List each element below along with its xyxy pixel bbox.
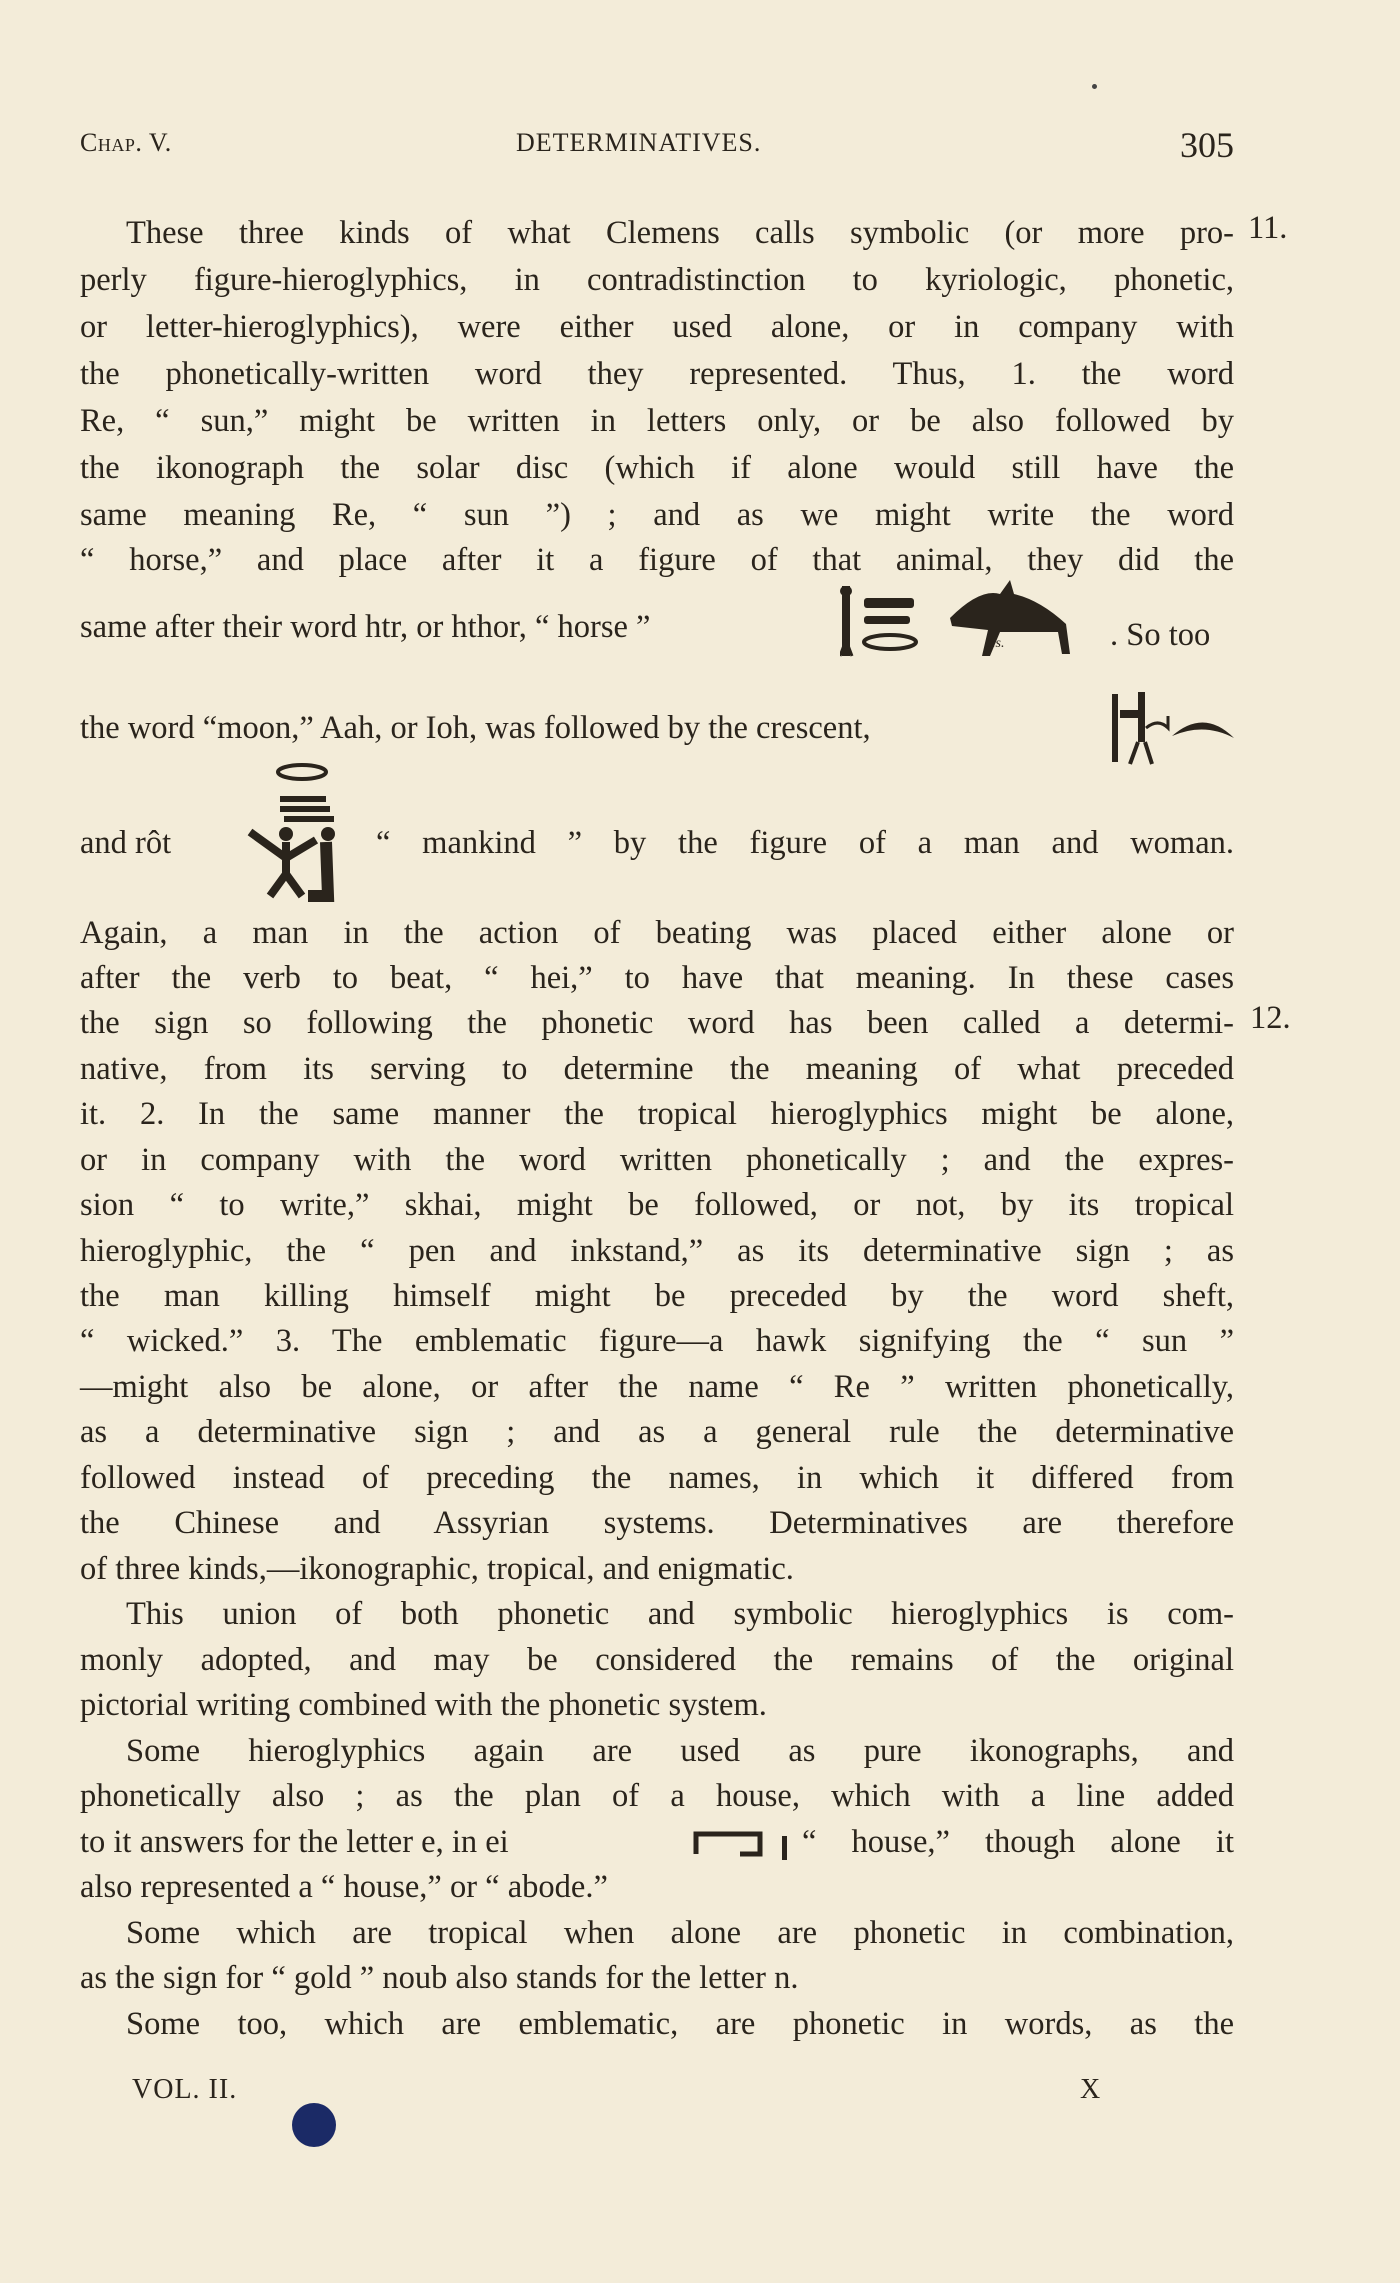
text-line: the sign so following the phonetic word has been called a determi- bbox=[80, 1005, 1234, 1041]
footer-volume: VOL. II. bbox=[132, 2074, 238, 2105]
text-line: These three kinds of what Clemens calls symbolic (or more pro- bbox=[126, 215, 1234, 251]
text-line: “ horse,” and place after it a figure of that animal, they did the bbox=[80, 542, 1234, 578]
text-line: same meaning Re, “ sun ”) ; and as we might write the word bbox=[80, 497, 1234, 533]
text-line: the phonetically-written word they represented. Thus, 1. the word bbox=[80, 356, 1234, 392]
text-line: and rôt bbox=[80, 825, 172, 861]
house-hieroglyph-icon bbox=[688, 1828, 792, 1862]
text-line: the man killing himself might be preceded by the word sheft, bbox=[80, 1278, 1234, 1314]
text-line: of three kinds,—ikonographic, tropical, and enigmatic. bbox=[80, 1551, 794, 1587]
text-line: Some which are tropical when alone are phonetic in combination, bbox=[126, 1915, 1234, 1951]
horse-hieroglyph-icon bbox=[840, 580, 1100, 660]
text-line: hieroglyphic, the “ pen and inkstand,” as its determinative sign ; as bbox=[80, 1233, 1234, 1269]
text-line: to it answers for the letter e, in ei bbox=[80, 1824, 509, 1860]
text-line: . So too bbox=[1110, 617, 1211, 653]
text-line: same after their word htr, or hthor, “ horse ” bbox=[80, 609, 651, 645]
footer-signature: X bbox=[1080, 2074, 1102, 2105]
text-line: native, from its serving to determine the meaning of what preceded bbox=[80, 1051, 1234, 1087]
mankind-hieroglyph-icon bbox=[246, 762, 356, 902]
text-line: Some hieroglyphics again are used as pure ikonographs, and bbox=[126, 1733, 1234, 1769]
text-line: the ikonograph the solar disc (which if alone would still have the bbox=[80, 450, 1234, 486]
moon-hieroglyph-icon bbox=[1108, 688, 1238, 768]
margin-number-11: 11. bbox=[1248, 210, 1288, 246]
text-line: This union of both phonetic and symbolic hieroglyphics is com- bbox=[126, 1596, 1234, 1632]
ink-speck bbox=[1092, 84, 1097, 89]
text-line: Again, a man in the action of beating was placed either alone or bbox=[80, 915, 1234, 951]
text-line: the Chinese and Assyrian systems. Determinatives are therefore bbox=[80, 1505, 1234, 1541]
text-line: “ house,” though alone it bbox=[802, 1824, 1234, 1860]
ink-blot bbox=[292, 2103, 336, 2147]
running-head-title: DETERMINATIVES. bbox=[516, 128, 762, 157]
text-line: Some too, which are emblematic, are phonetic in words, as the bbox=[126, 2006, 1234, 2042]
text-line: phonetically also ; as the plan of a house, which with a line added bbox=[80, 1778, 1234, 1814]
text-line: the word “moon,” Aah, or Ioh, was followed by the crescent, bbox=[80, 710, 871, 746]
page-number: 305 bbox=[1180, 125, 1234, 165]
text-line: after the verb to beat, “ hei,” to have that meaning. In these cases bbox=[80, 960, 1234, 996]
text-line: Re, “ sun,” might be written in letters only, or be also followed by bbox=[80, 403, 1234, 439]
running-head-chapter: Chap. V. bbox=[80, 128, 172, 157]
text-line: or in company with the word written phonetically ; and the expres- bbox=[80, 1142, 1234, 1178]
text-line: followed instead of preceding the names, in which it differed from bbox=[80, 1460, 1234, 1496]
text-line: perly figure-hieroglyphics, in contradistinction to kyriologic, phonetic, bbox=[80, 262, 1234, 298]
glyph-caption: d.s. bbox=[985, 636, 1005, 651]
margin-number-12: 12. bbox=[1250, 1000, 1291, 1036]
text-line: pictorial writing combined with the phonetic system. bbox=[80, 1687, 767, 1723]
text-line: or letter-hieroglyphics), were either used alone, or in company with bbox=[80, 309, 1234, 345]
text-line: it. 2. In the same manner the tropical hieroglyphics might be alone, bbox=[80, 1096, 1234, 1132]
text-line: sion “ to write,” skhai, might be followed, or not, by its tropical bbox=[80, 1187, 1234, 1223]
text-line: monly adopted, and may be considered the remains of the original bbox=[80, 1642, 1234, 1678]
text-line: as a determinative sign ; and as a general rule the determinative bbox=[80, 1414, 1234, 1450]
text-line: —might also be alone, or after the name “ Re ” written phonetically, bbox=[80, 1369, 1234, 1405]
text-line: also represented a “ house,” or “ abode.” bbox=[80, 1869, 608, 1905]
text-line: “ mankind ” by the figure of a man and woman. bbox=[376, 825, 1234, 861]
text-line: “ wicked.” 3. The emblematic figure—a hawk signifying the “ sun ” bbox=[80, 1323, 1234, 1359]
text-line: as the sign for “ gold ” noub also stands for the letter n. bbox=[80, 1960, 799, 1996]
